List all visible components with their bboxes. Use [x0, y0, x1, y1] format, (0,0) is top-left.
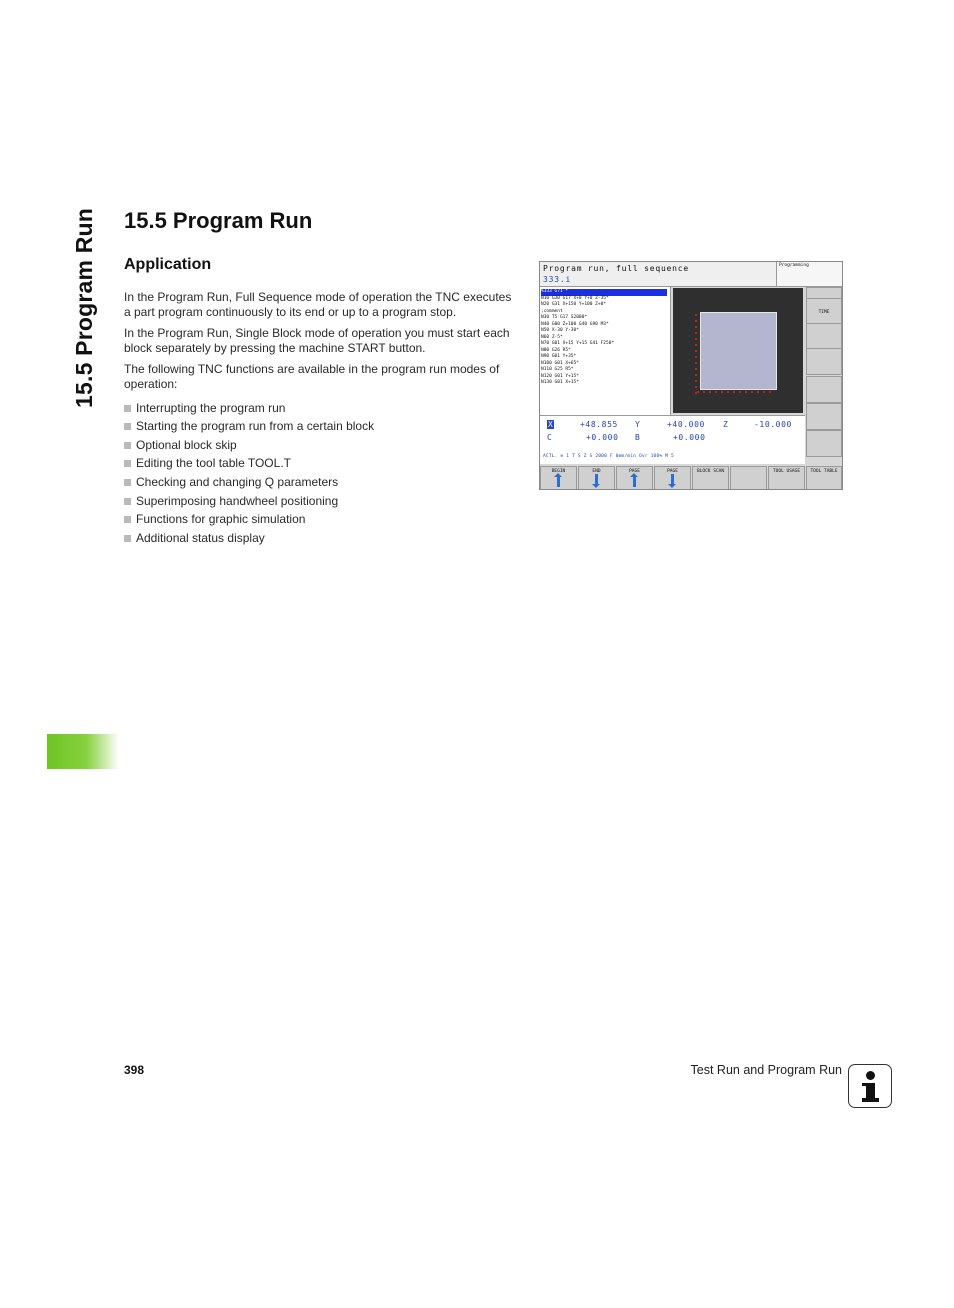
list-item: Editing the tool table TOOL.T: [124, 456, 516, 475]
tnc-secondary-mode-label: Programming: [779, 263, 809, 268]
tnc-header: [540, 262, 776, 287]
program-line: N120 G01 Y+15*: [541, 373, 579, 379]
list-item: Checking and changing Q parameters: [124, 475, 516, 494]
softkey[interactable]: [806, 348, 842, 375]
softkey[interactable]: [806, 376, 842, 403]
list-item: Superimposing handwheel positioning: [124, 494, 516, 513]
softkey-block-scan[interactable]: BLOCK SCAN: [692, 466, 729, 490]
paragraph: The following TNC functions are available in the program run modes of operation:: [124, 362, 500, 391]
axis-value: +0.000: [586, 433, 619, 442]
program-line: N90 G01 Y+35*: [541, 354, 577, 359]
program-line: N70 G01 X+15 Y+15 G41 F250*: [541, 341, 615, 346]
program-line: N30 T5 G17 S2000*: [541, 315, 588, 320]
program-line: N80 G26 R5*: [541, 347, 571, 353]
paragraph: In the Program Run, Single Block mode of operation you must start each block separately by pressing the machine START button.: [124, 326, 510, 355]
bullet-square-icon: [124, 498, 131, 505]
graphic-axis-marker: [697, 391, 775, 393]
softkey-end[interactable]: END: [578, 466, 615, 490]
program-line: N10 G30 G17 X+0 Y+0 Z-35*: [541, 295, 609, 301]
list-item: Functions for graphic simulation: [124, 512, 516, 531]
bullet-square-icon: [124, 535, 131, 542]
softkey-tool-usage[interactable]: TOOL USAGE: [768, 466, 805, 490]
bullet-square-icon: [124, 516, 131, 523]
axis-label: Y: [635, 420, 640, 429]
softkey-disabled[interactable]: [730, 466, 767, 490]
chapter-color-marker: [47, 734, 119, 769]
section-title: Application: [124, 256, 212, 273]
program-line: N130 G01 X+15*: [541, 380, 579, 385]
list-item: Optional block skip: [124, 438, 516, 457]
program-line: N40 G00 Z+100 G40 G90 M3*: [541, 321, 609, 327]
tnc-mode-title: Program run, full sequence: [543, 264, 690, 273]
softkey-time[interactable]: TIME: [806, 298, 842, 325]
axis-label: C: [547, 433, 552, 442]
axis-value: +40.000: [667, 420, 705, 429]
softkey-page-down[interactable]: PAGE: [654, 466, 691, 490]
softkey[interactable]: [806, 323, 842, 350]
bullet-square-icon: [124, 460, 131, 467]
tnc-file-name: 333.i: [543, 275, 572, 284]
tnc-secondary-mode: [776, 262, 843, 287]
bullet-square-icon: [124, 479, 131, 486]
tnc-vertical-softkeys: [806, 287, 843, 463]
axis-label: Z: [723, 420, 728, 429]
axis-label: B: [635, 433, 640, 442]
softkey-page-up[interactable]: PAGE: [616, 466, 653, 490]
tnc-status-line: ACTL. ⊕ 1 T S Z S 2000 F 0mm/min Ovr 100% M 5: [543, 454, 674, 459]
list-item: Starting the program run from a certain block: [124, 419, 516, 438]
softkey[interactable]: [806, 430, 842, 457]
tnc-screenshot: [539, 261, 843, 490]
axis-value: +0.000: [673, 433, 706, 442]
bullet-square-icon: [124, 442, 131, 449]
program-line: N50 X-30 Y-30*: [541, 328, 579, 333]
workpiece-blank: [700, 312, 777, 390]
program-line: ;comment: [541, 308, 563, 314]
side-chapter-label: 15.5 Program Run: [71, 207, 97, 408]
program-line: N60 Z-5*: [541, 334, 563, 340]
arrow-up-icon: [633, 476, 636, 487]
side-chapter-tab: [68, 207, 108, 408]
program-line: N100 G01 X+65*: [541, 360, 579, 366]
axis-value: +48.855: [580, 420, 618, 429]
bullet-square-icon: [124, 405, 131, 412]
tnc-graphic-simulation: [673, 288, 803, 413]
axis-value: -10.000: [754, 420, 792, 429]
program-line: N110 G25 R5*: [541, 367, 574, 372]
tnc-position-display: [540, 415, 805, 464]
bullet-square-icon: [124, 423, 131, 430]
function-list: [124, 401, 516, 550]
arrow-down-icon: [671, 474, 674, 485]
arrow-up-icon: [557, 476, 560, 487]
graphic-axis-marker: [695, 314, 697, 394]
program-line: %333 G71 *: [541, 289, 667, 296]
softkey-tool-table[interactable]: TOOL TABLE: [806, 466, 842, 490]
page-number: 398: [124, 1063, 145, 1077]
list-item: Additional status display: [124, 531, 516, 550]
softkey[interactable]: [806, 403, 842, 430]
axis-label: X: [548, 420, 553, 429]
body-text: [124, 290, 516, 549]
page-title: 15.5 Program Run: [124, 208, 313, 233]
arrow-down-icon: [595, 474, 598, 485]
tnc-horizontal-softkeys: [540, 466, 842, 490]
info-icon: [848, 1064, 892, 1108]
footer-chapter-title: Test Run and Program Run: [690, 1063, 842, 1077]
paragraph: In the Program Run, Full Sequence mode of operation the TNC executes a part program continuously to its end or up to a program stop.: [124, 290, 512, 319]
program-line: N20 G31 X+150 Y+100 Z+0*: [541, 302, 607, 307]
softkey-begin[interactable]: BEGIN: [540, 466, 577, 490]
tnc-program-listing: [540, 287, 671, 415]
list-item: Interrupting the program run: [124, 401, 516, 420]
